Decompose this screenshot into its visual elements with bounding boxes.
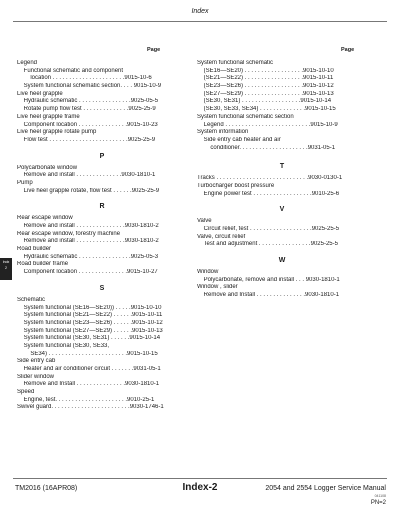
section-letter: S [99, 284, 105, 292]
index-entry: Engine, test. . . . . . . . . . . . . . . . . . . . . .9010-25-1 [17, 396, 155, 403]
index-entry: System functional (SE30, SE31) . . . . . .9015-10-14 [17, 335, 161, 342]
index-entry: Polycarbonate, remove and install . . . 9030-1810-1 [197, 276, 340, 283]
index-entry: Engine power test . . . . . . . . . . . . . . . . . .9010-25-6 [197, 190, 340, 197]
index-entry: Window , slider [197, 284, 238, 291]
index-entry: location . . . . . . . . . . . . . . . . . . . . . .9015-10-6 [17, 75, 152, 82]
index-entry: (SE16—SE20) . . . . . . . . . . . . . . . . . .9015-10-10 [197, 67, 334, 74]
index-entry: Live heel grapple frame [17, 113, 80, 120]
footer-date-code: 041108 [374, 494, 386, 498]
index-entry: Schematic [17, 296, 46, 303]
index-entry: Swivel guard. . . . . . . . . . . . . . . . . . . . . . . .9030-1746-1 [17, 404, 164, 411]
index-entry: Live heel grapple rotate pump [17, 129, 97, 136]
index-entry: Hydraulic schematic . . . . . . . . . . . . . . . .9025-05-5 [17, 98, 159, 105]
index-entry: System functional (SE23—SE26) . . . . . .9015-10-12 [17, 319, 163, 326]
index-entry: Valve, circuit relief [197, 233, 246, 240]
index-entry: Side entry cab heater and air [197, 136, 281, 143]
index-entry: Speed [17, 389, 35, 396]
index-entry: Hydraulic schematic . . . . . . . . . . . . . . . .9025-05-3 [17, 253, 159, 260]
index-entry: (SE27—SE29) . . . . . . . . . . . . . . . . . .9015-10-13 [197, 90, 334, 97]
index-entry: Rear escape window [17, 215, 73, 222]
index-entry: System functional (SE27—SE29) . . . . . .9015-10-13 [17, 327, 163, 334]
section-letter: R [99, 203, 105, 211]
index-entry: Rotate pump flow test . . . . . . . . . . . . . .9025-25-9 [17, 106, 156, 113]
index-entry: Side entry cab [17, 358, 56, 365]
index-entry: Remove and install . . . . . . . . . . . . . .9030-1810-1 [17, 172, 156, 179]
index-column-right [197, 60, 367, 300]
index-entry: Pump [17, 179, 33, 186]
section-letter: V [279, 206, 285, 214]
index-entry: System functional schematic section. . . . 9015-10-9 [17, 83, 162, 90]
index-entry: Road builder frame [17, 261, 69, 268]
section-letter: T [279, 163, 285, 171]
index-entry: Component location . . . . . . . . . . . . . . .9015-10-23 [17, 121, 158, 128]
index-entry: System functional schematic section [197, 113, 294, 120]
index-entry: Turbocharger boost pressure [197, 182, 275, 189]
index-entry: Remove and install . . . . . . . . . . . . . . .9030-1810-2 [17, 238, 159, 245]
index-entry: Polycarbonate window [17, 164, 78, 171]
index-entry: System functional (SE30, SE33, [17, 342, 110, 349]
index-entry: Road builder [17, 246, 52, 253]
page-header-title: Index [191, 8, 209, 15]
left-column-page-label: Page [147, 47, 161, 53]
index-entry: System functional (SE16—SE20)) . . . . .9015-10-10 [17, 304, 162, 311]
index-entry: System functional (SE21—SE22) . . . . . .9015-10-11 [17, 312, 163, 319]
footer-pn: PN=2 [370, 500, 386, 506]
index-entry: System functional schematic [197, 60, 274, 66]
index-entry: conditioner. . . . . . . . . . . . . . . . . . . . .9031-05-1 [197, 144, 336, 151]
footer-rule [13, 478, 387, 479]
footer-page-number: Index-2 [182, 482, 218, 493]
right-column-page-label: Page [341, 47, 355, 53]
index-entry: System information [197, 129, 249, 136]
index-entry: Test and adjustment . . . . . . . . . . . . . . . .9025-25-5 [197, 241, 338, 248]
index-entry: SE34) . . . . . . . . . . . . . . . . . . . . . . . .9015-10-15 [17, 350, 158, 357]
index-entry: Circuit relief, test . . . . . . . . . . . . . . . . . . .9025-25-5 [197, 226, 340, 232]
index-entry: Legend . . . . . . . . . . . . . . . . . . . . . . . . . .9015-10-9 [197, 121, 338, 128]
footer-manual-code: TM2016 (16APR08) [15, 485, 78, 492]
index-entry: (SE30, SE31) . . . . . . . . . . . . . . . . . .9015-10-14 [197, 98, 332, 105]
index-entry: Remove and Install . . . . . . . . . . . . . . .9030-1810-1 [197, 292, 340, 299]
index-entry: Valve [197, 218, 212, 225]
header-rule [13, 21, 387, 22]
index-entry: Live heel grapple [17, 90, 63, 97]
section-tab-number: 2 [5, 266, 7, 270]
index-entry: Rear escape window, forestry machine [17, 230, 121, 237]
index-entry: Slider window [17, 373, 55, 380]
index-entry: Remove and Install . . . . . . . . . . . . . . .9030-1810-1 [17, 381, 160, 388]
index-entry: Live heel grapple rotate, flow test . . . . . .9025-25-9 [17, 187, 160, 194]
index-entry: (SE30, SE33, SE34) . . . . . . . . . . . . . .9015-10-15 [197, 106, 336, 113]
index-entry: Component location . . . . . . . . . . . . . . .9015-10-27 [17, 269, 158, 276]
section-tab-label: Indx [2, 260, 10, 264]
index-entry: (SE21—SE22) . . . . . . . . . . . . . . . . . .9015-10-11 [197, 75, 334, 82]
index-entry: Flow test . . . . . . . . . . . . . . . . . . . . . . . .9025-25-9 [17, 136, 156, 143]
index-entry: Functional schematic and component [17, 67, 124, 74]
footer-manual-title: 2054 and 2554 Logger Service Manual [265, 485, 386, 492]
index-entry: Remove and install . . . . . . . . . . . . . . .9030-1810-2 [17, 223, 159, 229]
section-letter: W [278, 257, 286, 265]
index-entry: (SE23—SE26) . . . . . . . . . . . . . . . . . .9015-10-12 [197, 83, 334, 90]
index-entry: Window [197, 269, 219, 276]
section-tab [0, 258, 12, 280]
section-letter: P [99, 152, 105, 160]
index-entry: Legend [17, 60, 38, 66]
index-column-left [17, 60, 187, 412]
index-entry: Heater and air conditioner circuit . . . . . . .9031-05-1 [17, 366, 161, 372]
index-entry: Tracks . . . . . . . . . . . . . . . . . . . . . . . . . . . .9030-0130-1 [197, 175, 343, 182]
